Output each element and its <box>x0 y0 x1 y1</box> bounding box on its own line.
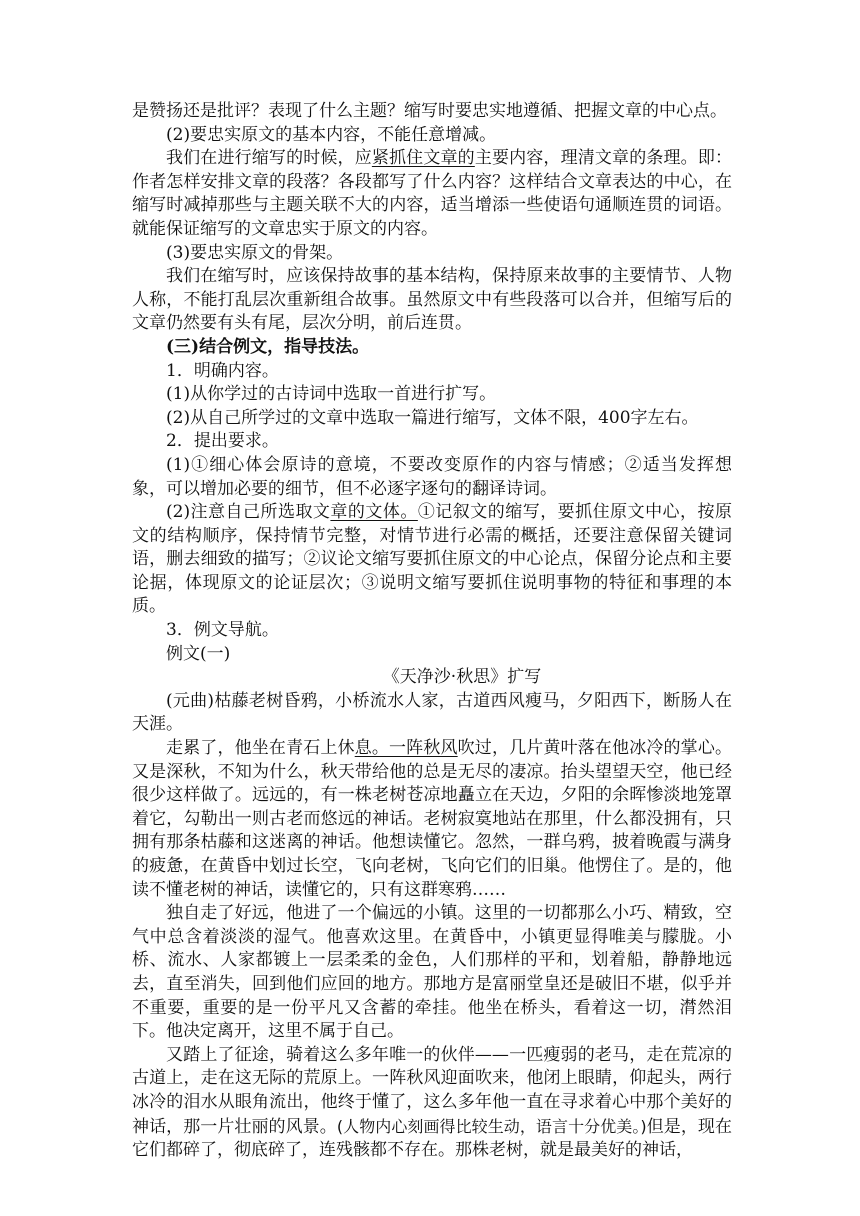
underlined-text: 紧抓住文章的 <box>371 148 475 169</box>
document-page <box>132 100 732 1163</box>
paragraph: (1)从你学过的古诗词中选取一首进行扩写。 <box>166 384 497 405</box>
text-run: 走累了，他坐在青石上休 <box>166 738 355 759</box>
comment-text: (人物内心刻画得比较生动，语言十分优美。) <box>336 1116 647 1136</box>
paragraph <box>132 1044 732 1163</box>
essay-title: 《天净沙·秋思》扩写 <box>382 667 542 688</box>
paragraph: (1)①细心体会原诗的意境，不要改变原作的内容与情感；②适当发挥想象，可以增加必要的细节，但不必逐字逐句的翻译诗词。 <box>132 454 732 499</box>
text-run: 但是，现在它们都碎了，彻底碎了，连残骸都不存在。那株老树，就是最美好的神话， <box>132 1116 732 1161</box>
text-run: ①记叙文的缩写，要抓住原文中心，按原文的结构顺序，保持情节完整，对情节进行必需的概括，还要注意保留关键词语，删去细致的描写；②议论文缩写要抓住原文的中心论点，保留分论点和主要论据，体现原文的论证层次；③说明文缩写要抓住说明事物的特征和事理的本质。 <box>132 502 733 617</box>
paragraph: (元曲)枯藤老树昏鸦，小桥流水人家，古道西风瘦马，夕阳西下，断肠人在天涯。 <box>132 690 732 735</box>
paragraph: (2)要忠实原文的基本内容，不能任意增减。 <box>166 124 497 145</box>
text-run: 主要内容，理清文章的条理。即：作者怎样安排文章的段落？各段都写了什么内容？这样结合文章表达的中心，在缩写时减掉那些与主题关联不大的内容，适当增添一些使语句通顺连贯的词语。就能保证缩写的文章忠实于原文的内容。 <box>132 148 732 239</box>
paragraph: 2．提出要求。 <box>166 431 279 452</box>
paragraph: (2)从自己所学过的文章中选取一篇进行缩写，文体不限，400字左右。 <box>166 407 699 428</box>
paragraph: 是赞扬还是批评？表现了什么主题？缩写时要忠实地遵循、把握文章的中心点。 <box>132 101 727 121</box>
paragraph <box>132 501 732 619</box>
paragraph: 1．明确内容。 <box>166 360 279 381</box>
section-heading: (三)结合例文，指导技法。 <box>166 336 370 357</box>
paragraph <box>132 737 732 902</box>
text-run: 吹过，几片黄叶落在他冰冷的掌心。又是深秋，不知为什么，秋天带给他的总是无尽的凄凉。抬头望望天空，他已经很少这样做了。远远的，有一株老树苍凉地矗立在天边，夕阳的余晖惨淡地笼罩着它，勾勒出一则古老而悠远的神话。老树寂寞地站在那里，什么都没拥有，只拥有那条枯藤和这迷离的神话。他想读懂它。忽然，一群乌鸦，披着晚霞与满身的疲惫，在黄昏中划过长空，飞向老树，飞向它们的旧巢。他愣住了。是的，他读不懂老树的神话，读懂它的，只有这群寒鸦…… <box>132 738 732 900</box>
paragraph <box>132 147 732 241</box>
paragraph: 3．例文导航。 <box>166 620 279 641</box>
paragraph: 我们在缩写时，应该保持故事的基本结构，保持原来故事的主要情节、人物人称，不能打乱层次重新组合故事。虽然原文中有些段落可以合并，但缩写后的文章仍然要有头有尾，层次分明，前后连贯。 <box>132 266 732 334</box>
text-run: (2)注意自己所选取文 <box>166 502 331 523</box>
underlined-text: 章的文体。 <box>330 502 418 523</box>
paragraph: (3)要忠实原文的骨架。 <box>166 242 344 263</box>
underlined-text: 息。一阵秋风 <box>354 738 458 759</box>
text-run: 我们在进行缩写的时候，应 <box>166 148 372 169</box>
paragraph: 例文(一) <box>166 643 231 664</box>
text-run: 又踏上了征途，骑着这么多年唯一的伙伴——一匹瘦弱的老马，走在荒凉的古道上，走在这无际的荒原上。一阵秋风迎面吹来，他闭上眼睛，仰起头，两行冰冷的泪水从眼角流出，他终于懂了，这么多年他一直在寻求着心中那个美好的神话，那一片壮丽的风景。 <box>132 1044 732 1137</box>
paragraph: 独自走了好远，他进了一个偏远的小镇。这里的一切都那么小巧、精致，空气中总含着淡淡的湿气。他喜欢这里。在黄昏中，小镇更显得唯美与朦胧。小桥、流水、人家都镀上一层柔柔的金色，人们那样的平和，划着船，静静地远去，直至消失，回到他们应回的地方。那地方是富丽堂皇还是破旧不堪，似乎并不重要，重要的是一份平凡又含蓄的牵挂。他坐在桥头，看着这一切，潸然泪下。他决定离开，这里不属于自己。 <box>132 903 732 1042</box>
